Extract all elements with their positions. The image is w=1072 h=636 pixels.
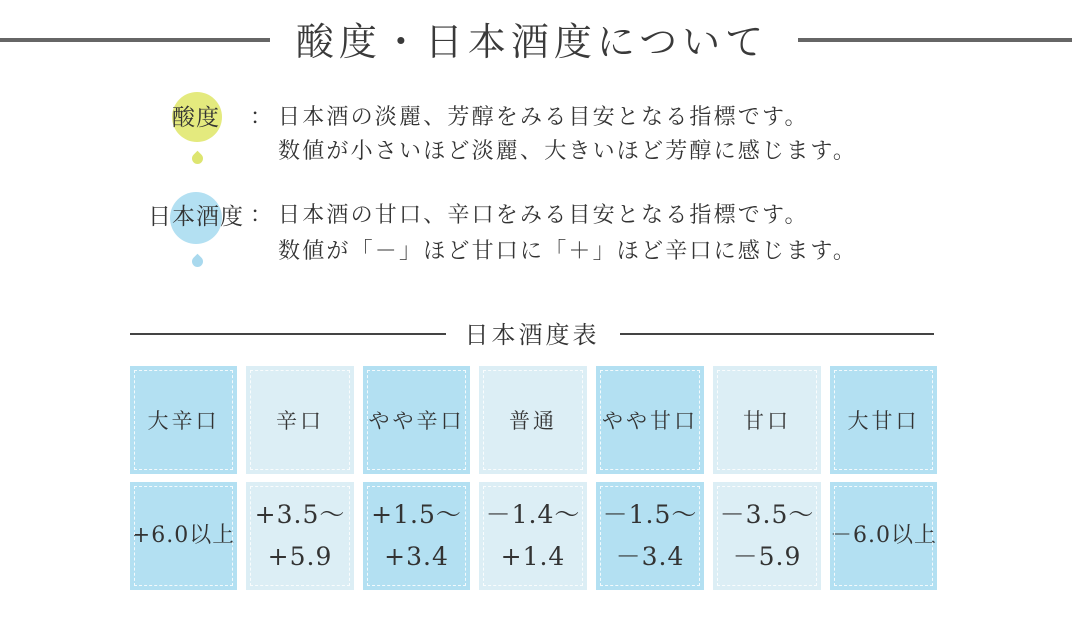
table-value-cell xyxy=(246,482,354,590)
sake-degree-colon: ： xyxy=(250,203,275,228)
table-value-line: －5.9 xyxy=(732,542,802,571)
table-title-rule-left xyxy=(130,333,446,335)
table-header-cell: 大辛口 xyxy=(130,366,237,474)
table-value-line: +1.5～ xyxy=(371,500,462,529)
acidity-drop-icon xyxy=(190,151,206,167)
table-value-line: －6.0以上 xyxy=(830,523,937,548)
table-header-cell: 大甘口 xyxy=(830,366,937,474)
sake-degree-description-line-1: 日本酒の甘口、辛口をみる目安となる指標です。 xyxy=(278,203,809,228)
table-value-line: －3.4 xyxy=(615,542,685,571)
table-header-cell: 辛口 xyxy=(246,366,354,474)
acidity-term: 酸度 xyxy=(172,105,220,131)
acidity-description-line-2: 数値が小さいほど淡麗、大きいほど芳醇に感じます。 xyxy=(278,139,858,164)
table-value-line: +3.5～ xyxy=(254,500,346,529)
table-header-cell: やや甘口 xyxy=(596,366,704,474)
title-rule-left xyxy=(0,38,270,42)
table-value-cell xyxy=(130,482,237,590)
sake-degree-term: 日本酒度 xyxy=(148,204,244,230)
table-value-line: +3.4 xyxy=(384,542,449,571)
acidity-colon: ： xyxy=(250,105,275,130)
table-value-cell xyxy=(363,482,470,590)
table-value-cell xyxy=(596,482,704,590)
table-header-cell: 甘口 xyxy=(713,366,821,474)
acidity-description-line-1: 日本酒の淡麗、芳醇をみる目安となる指標です。 xyxy=(278,105,809,130)
table-value-line: +1.4 xyxy=(500,542,566,571)
table-value-cell xyxy=(713,482,821,590)
table-value-line: －1.4～ xyxy=(485,500,581,529)
table-value-line: +6.0以上 xyxy=(131,523,236,548)
sake-degree-drop-icon xyxy=(190,254,206,270)
table-value-line: －3.5～ xyxy=(719,500,815,529)
table-value-line: +5.9 xyxy=(267,542,333,571)
table-value-cell xyxy=(479,482,587,590)
table-header-cell: 普通 xyxy=(479,366,587,474)
table-value-line: －1.5～ xyxy=(602,500,698,529)
table-value-cell xyxy=(830,482,937,590)
table-header-cell: やや辛口 xyxy=(363,366,470,474)
table-title-rule-right xyxy=(620,333,934,335)
sake-degree-description-line-2: 数値が「－」ほど甘口に「＋」ほど辛口に感じます。 xyxy=(278,239,858,264)
page-title: 酸度・日本酒度について xyxy=(295,20,769,64)
title-rule-right xyxy=(798,38,1072,42)
table-title: 日本酒度表 xyxy=(464,321,600,349)
